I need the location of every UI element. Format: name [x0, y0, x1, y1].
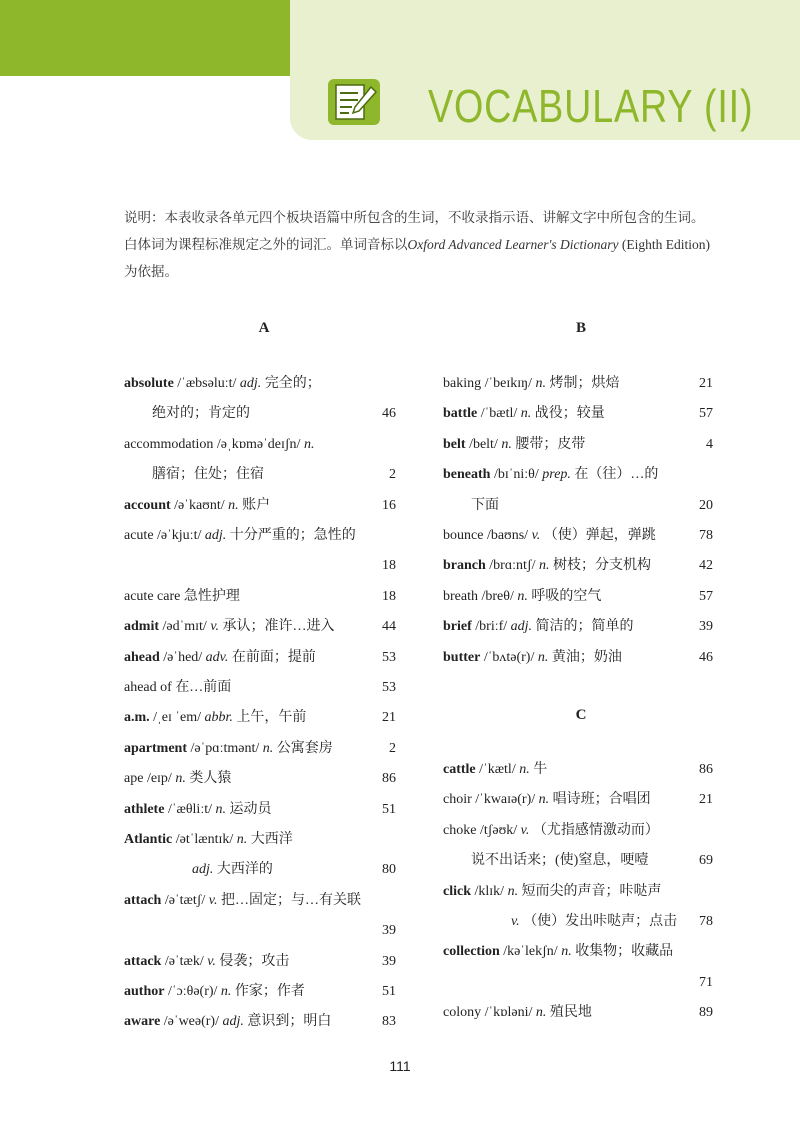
vocab-entry	[152, 465, 264, 485]
phonetic: /briːf/	[471, 619, 511, 635]
intro-line-2	[124, 231, 724, 258]
intro-line-2-post: (Eighth Edition)	[618, 237, 710, 252]
headword: baking	[443, 376, 482, 391]
page-ref: 18	[382, 558, 396, 574]
vocab-entry	[443, 821, 659, 841]
page-ref: 51	[382, 801, 396, 817]
page-number: 111	[389, 1058, 411, 1074]
headword: collection	[443, 944, 500, 960]
definition: 收集物；收藏品	[571, 944, 674, 960]
vocab-entry	[124, 708, 306, 728]
vocab-entry	[124, 526, 356, 546]
definition: 类人猿	[185, 771, 232, 787]
page-ref: 51	[382, 984, 396, 999]
part-of-speech: n.	[535, 376, 546, 391]
page-ref: 83	[382, 1014, 396, 1030]
section-letter-a: A	[258, 320, 270, 336]
intro-line-2-pre: 白体词为课程标准规定之外的词汇。单词音标以	[124, 237, 408, 252]
headword: choke	[443, 822, 477, 838]
part-of-speech: v.	[511, 914, 520, 929]
definition: （尤指感情激动而）	[529, 822, 659, 838]
definition: 侵袭；攻击	[215, 953, 290, 969]
headword: ahead of	[124, 680, 172, 695]
phonetic: /əˈtæk/	[161, 953, 208, 969]
phonetic: /əˈkjuːt/	[153, 528, 205, 543]
notepad-pencil-icon	[327, 78, 381, 126]
phonetic: /ˈkwaɪə(r)/	[471, 792, 539, 808]
definition: 大西洋的	[213, 862, 273, 878]
definition: 在（往）…的	[570, 467, 659, 483]
phonetic: /ˈɔːθə(r)/	[164, 984, 221, 999]
vocab-entry	[124, 496, 270, 516]
vocab-entry	[443, 556, 651, 576]
part-of-speech: adj.	[222, 1014, 244, 1030]
part-of-speech: adj.	[192, 862, 214, 878]
definition: 战役；较量	[531, 406, 605, 422]
page-ref: 53	[382, 649, 396, 665]
phonetic: /ˈbʌtə(r)/	[480, 649, 538, 665]
page-ref: 42	[699, 558, 713, 574]
page-ref: 16	[382, 497, 396, 513]
headword: cattle	[443, 762, 476, 777]
page-ref: 57	[699, 588, 713, 604]
phonetic: /eɪp/	[143, 771, 176, 787]
phonetic: /ˈbeɪkɪŋ/	[481, 376, 536, 391]
vocab-entry	[124, 587, 240, 607]
phonetic: /ˈkɒləni/	[481, 1005, 536, 1021]
headword: absolute	[124, 376, 174, 391]
vocab-entry	[124, 648, 316, 668]
vocab-entry	[443, 587, 601, 607]
vocab-entry	[443, 882, 662, 902]
definition: 在前面；提前	[228, 649, 316, 665]
phonetic: /əˈkaʊnt/	[170, 497, 229, 513]
headword: ape	[124, 771, 144, 787]
page-title	[428, 76, 753, 136]
part-of-speech: n.	[537, 649, 549, 665]
page-ref: 57	[699, 406, 713, 422]
part-of-speech: n.	[520, 406, 532, 422]
part-of-speech: adj.	[510, 619, 533, 635]
definition: 腰带；皮带	[511, 436, 586, 452]
page-ref: 4	[706, 436, 713, 452]
headword: breath	[443, 588, 478, 604]
phonetic: /əˈweə(r)/	[160, 1014, 223, 1030]
vocab-entry	[124, 678, 231, 698]
headword: acute	[124, 528, 154, 543]
page-ref: 2	[389, 740, 396, 756]
vocab-entry	[124, 1012, 331, 1032]
definition: 十分严重的；急性的	[226, 528, 356, 543]
headword: accommodation	[124, 436, 214, 452]
definition: 急性护理	[183, 588, 240, 604]
definition: 简洁的；简单的	[532, 619, 634, 635]
page-ref: 46	[382, 406, 396, 422]
page-ref: 89	[699, 1005, 713, 1021]
headword: a.m.	[124, 710, 150, 726]
definition: 牛	[529, 762, 548, 777]
part-of-speech: n.	[175, 771, 186, 787]
vocab-entry	[124, 830, 293, 850]
phonetic: /ˈbætl/	[477, 406, 521, 422]
definition: 完全的；	[261, 376, 321, 391]
headword: bounce	[443, 528, 484, 543]
vocab-entry	[192, 860, 273, 880]
headword: battle	[443, 406, 478, 422]
part-of-speech: n.	[519, 762, 530, 777]
vocab-entry	[443, 942, 673, 962]
part-of-speech: v.	[207, 953, 216, 969]
definition: 运动员	[225, 801, 272, 817]
page-ref: 39	[382, 953, 396, 969]
headword: click	[443, 883, 471, 899]
vocab-entry	[443, 435, 585, 455]
phonetic: /brɑːntʃ/	[485, 558, 540, 574]
page-ref: 18	[382, 588, 396, 604]
phonetic: /əˈpɑːtmənt/	[187, 740, 263, 756]
headword: attack	[124, 953, 162, 969]
part-of-speech: n.	[303, 436, 315, 452]
vocab-entry	[471, 851, 648, 871]
definition: 呼吸的空气	[527, 588, 602, 604]
vocab-entry	[124, 952, 289, 972]
part-of-speech: n.	[215, 801, 226, 817]
header-accent-bar	[0, 0, 290, 76]
vocab-entry	[471, 496, 499, 516]
part-of-speech: n.	[539, 558, 550, 574]
phonetic: /belt/	[465, 436, 502, 452]
headword: colony	[443, 1005, 482, 1021]
part-of-speech: v.	[210, 619, 220, 635]
definition-continued: 下面	[471, 497, 499, 513]
definition: 账户	[238, 497, 271, 513]
vocab-entry	[443, 648, 622, 668]
vocab-entry	[124, 800, 271, 820]
headword: choir	[443, 792, 472, 808]
headword: author	[124, 984, 165, 999]
page-ref: 21	[699, 376, 713, 391]
headword: branch	[443, 558, 486, 574]
definition: 烤制；烘焙	[545, 376, 620, 391]
intro-note	[124, 204, 724, 285]
definition: 作家；作者	[231, 984, 305, 999]
definition: 公寓套房	[273, 740, 333, 756]
definition: 大西洋	[247, 832, 293, 847]
vocab-entry	[443, 760, 547, 780]
phonetic: /ətˈlæntɪk/	[172, 832, 237, 847]
part-of-speech: adj.	[204, 528, 227, 543]
phonetic: /ˈkætl/	[475, 762, 520, 777]
title-suffix: (II)	[703, 80, 754, 132]
phonetic: /klɪk/	[471, 883, 508, 899]
page-ref: 39	[382, 923, 396, 939]
headword: belt	[443, 436, 466, 452]
part-of-speech: v.	[520, 822, 530, 838]
page-ref: 86	[382, 771, 396, 787]
definition: 上午，午前	[232, 710, 307, 726]
definition: （使）弹起，弹跳	[540, 528, 656, 543]
headword: acute care	[124, 588, 181, 604]
definition: 殖民地	[546, 1005, 592, 1021]
vocab-entry	[124, 891, 361, 911]
page-ref: 78	[699, 914, 713, 929]
vocab-entry	[124, 617, 335, 637]
vocab-entry	[443, 526, 656, 546]
page-ref: 71	[699, 974, 713, 990]
definition: 把…固定；与…有关联	[217, 892, 361, 908]
part-of-speech: n.	[262, 740, 274, 756]
headword: beneath	[443, 467, 491, 483]
vocab-entry	[152, 404, 250, 424]
title-text: VOCABULARY	[428, 80, 693, 132]
part-of-speech: adv.	[205, 649, 229, 665]
phonetic: /baʊns/	[483, 528, 532, 543]
vocab-entry	[443, 465, 658, 485]
definition: 树枝；分支机构	[549, 558, 652, 574]
part-of-speech: v.	[531, 528, 541, 543]
vocab-entry	[124, 435, 314, 455]
page-ref: 20	[699, 497, 713, 513]
headword: apartment	[124, 740, 187, 756]
definition: （使）发出咔哒声；点击	[519, 914, 678, 929]
headword: Atlantic	[124, 832, 173, 847]
phonetic: /əˈtætʃ/	[161, 892, 209, 908]
definition: 短而尖的声音；咔哒声	[518, 883, 662, 899]
phonetic: /ədˈmɪt/	[159, 619, 211, 635]
part-of-speech: n.	[501, 436, 512, 452]
phonetic: /tʃəʊk/	[476, 822, 521, 838]
vocab-entry	[443, 790, 651, 810]
page-ref: 2	[389, 467, 396, 483]
phonetic: /əˈhed/	[159, 649, 206, 665]
phonetic: /ˌeɪ ˈem/	[149, 710, 205, 726]
part-of-speech: abbr.	[204, 710, 233, 726]
section-letter-c: C	[575, 707, 587, 723]
page-ref: 86	[699, 762, 713, 777]
part-of-speech: n.	[535, 1005, 547, 1021]
part-of-speech: n.	[538, 792, 550, 808]
intro-line-3: 为依据。	[124, 264, 178, 279]
part-of-speech: n.	[220, 984, 232, 999]
vocab-entry	[443, 374, 619, 394]
definition-continued: 绝对的；肯定的	[152, 406, 250, 422]
definition: 意识到；明白	[243, 1014, 332, 1030]
phonetic: /breθ/	[477, 588, 518, 604]
headword: butter	[443, 649, 481, 665]
part-of-speech: n.	[507, 883, 519, 899]
vocab-entry	[124, 739, 333, 759]
definition: 黄油；奶油	[548, 649, 622, 665]
page-ref: 78	[699, 528, 713, 543]
page-ref: 46	[699, 649, 713, 665]
page-ref: 21	[699, 792, 713, 808]
page-ref: 44	[382, 619, 396, 635]
headword: athlete	[124, 801, 165, 817]
part-of-speech: n.	[228, 497, 239, 513]
page-ref: 53	[382, 680, 396, 695]
part-of-speech: v.	[208, 892, 218, 908]
section-letter-b: B	[575, 320, 586, 336]
part-of-speech: n.	[517, 588, 528, 604]
headword: aware	[124, 1014, 161, 1030]
part-of-speech: n.	[236, 832, 248, 847]
phonetic: /bɪˈniːθ/	[490, 467, 543, 483]
headword: account	[124, 497, 171, 513]
page-ref: 80	[382, 862, 396, 878]
vocab-entry	[124, 374, 321, 394]
vocab-entry	[124, 982, 305, 1002]
headword: brief	[443, 619, 472, 635]
vocab-entry	[443, 617, 634, 637]
page-ref: 39	[699, 619, 713, 635]
headword: admit	[124, 619, 159, 635]
page-ref: 21	[382, 710, 396, 726]
vocab-entry	[124, 769, 231, 789]
part-of-speech: adj.	[239, 376, 262, 391]
intro-line-1: 说明：本表收录各单元四个板块语篇中所包含的生词，不收录指示语、讲解文字中所包含的生词。	[124, 210, 705, 225]
part-of-speech: prep.	[542, 467, 571, 483]
vocab-entry	[443, 1003, 592, 1023]
headword: ahead	[124, 649, 160, 665]
phonetic: /ˈæθliːt/	[164, 801, 216, 817]
definition-continued: 膳宿；住处；住宿	[152, 467, 264, 483]
vocab-entry	[443, 404, 605, 424]
phonetic: /əˌkɒməˈdeɪʃn/	[213, 436, 304, 452]
definition-continued: 说不出话来；(使)窒息，哽噎	[471, 853, 649, 869]
definition: 在…前面	[175, 680, 232, 695]
phonetic: /ˈæbsəluːt/	[173, 376, 240, 391]
definition: 承认；准许…进入	[219, 619, 335, 635]
phonetic: /kəˈlekʃn/	[499, 944, 562, 960]
page-ref: 69	[699, 853, 713, 869]
vocab-entry	[511, 912, 677, 932]
dictionary-title: Oxford Advanced Learner's Dictionary	[407, 237, 619, 252]
part-of-speech: n.	[561, 944, 572, 960]
definition: 唱诗班；合唱团	[549, 792, 651, 808]
headword: attach	[124, 892, 162, 908]
